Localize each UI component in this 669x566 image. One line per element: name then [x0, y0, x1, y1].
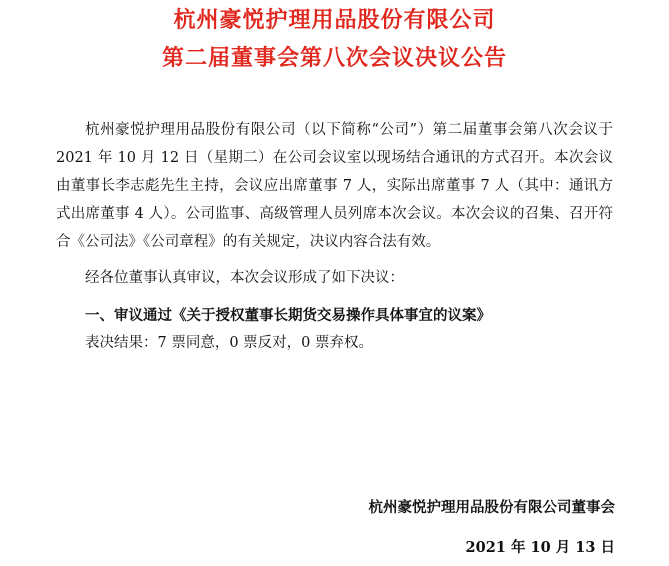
company-title: 杭州豪悦护理用品股份有限公司: [173, 8, 496, 33]
intro-paragraph: 杭州豪悦护理用品股份有限公司（以下简称“公司”）第二届董事会第八次会议于 2021 年 10 月 12 日（星期二）在公司会议室以现场结合通讯的方式召开。本次会议由董事长李志彪先生主持，会议应出席董事 7 人，实际出席董事 7 人（其中：通讯方式出席董事 4 人）。公司监事、高级管理人员列席本次会议。本次会议的召集、召开符合《公司法》《公司章程》的有关规定，决议内容合法有效。: [56, 122, 613, 250]
announcement-title: 第二届董事会第八次会议决议公告: [161, 46, 507, 71]
resolution-title: 一、审议通过《关于授权董事长期货交易操作具体事宜的议案》: [85, 308, 491, 324]
announcement-date: 2021 年 10 月 13 日: [465, 539, 615, 556]
vote-result: 表决结果：7 票同意，0 票反对，0 票弃权。: [85, 335, 374, 351]
board-signature: 杭州豪悦护理用品股份有限公司董事会: [368, 500, 615, 516]
review-paragraph: 经各位董事认真审议，本次会议形成了如下决议：: [85, 270, 404, 286]
